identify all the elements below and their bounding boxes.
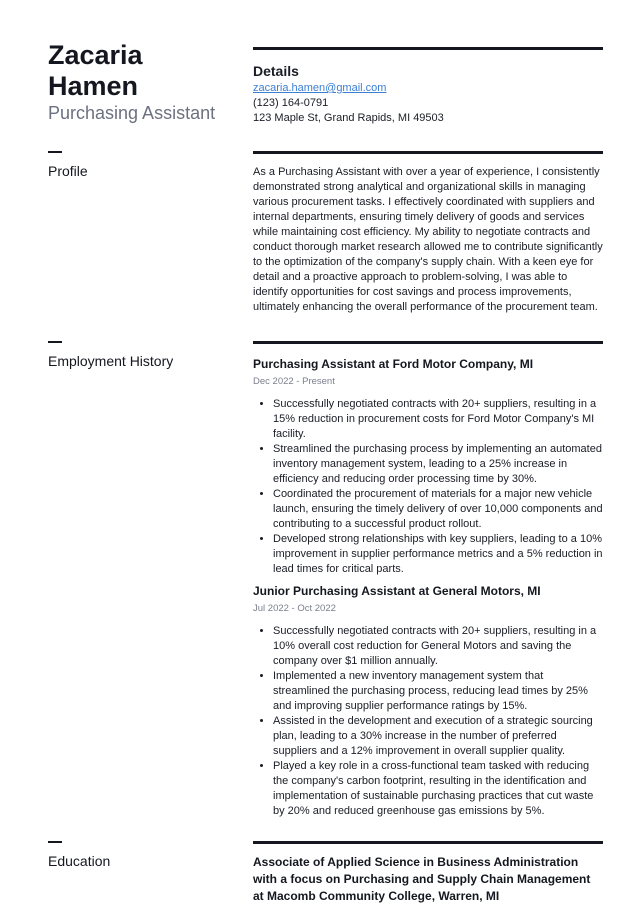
job-bullet: • Coordinated the procurement of materials for a major new vehicle launch, ensuring the timely delivery of over 10,000 components and contributing to a successful product rollout. bbox=[273, 487, 603, 532]
candidate-job-title: Purchasing Assistant bbox=[48, 103, 216, 123]
job-bullet: • Streamlined the purchasing process by implementing an automated inventory management system, leading to a 25% increase in efficiency and reducing order processing time by 30%. bbox=[273, 442, 603, 487]
job-title: Junior Purchasing Assistant at General Motors, MI bbox=[253, 584, 541, 598]
details-divider bbox=[253, 47, 603, 50]
profile-heading: Profile bbox=[48, 163, 88, 179]
phone-number: (123) 164-0791 bbox=[253, 97, 329, 109]
details-section bbox=[253, 62, 603, 126]
job-title: Purchasing Assistant at Ford Motor Company, MI bbox=[253, 357, 534, 371]
job-bullet: • Played a key role in a cross-functional team tasked with reducing the company's carbon footprint, resulting in the identification and implementation of sustainable purchasing practices that cut waste by 20% and reduced greenhouse gas emissions by 5%. bbox=[273, 759, 603, 819]
first-name: Zacaria bbox=[48, 40, 143, 70]
employment-divider bbox=[253, 341, 603, 344]
candidate-name bbox=[48, 40, 228, 102]
job-dates: Dec 2022 - Present bbox=[253, 376, 335, 387]
education-degree: Associate of Applied Science in Business Administration with a focus on Purchasing and Supply Chain Management at Macomb Community College, Warren, MI bbox=[253, 855, 591, 903]
education-heading: Education bbox=[48, 853, 111, 869]
details-heading: Details bbox=[253, 63, 299, 79]
employment-heading: Employment History bbox=[48, 353, 174, 369]
job-dates: Jul 2022 - Oct 2022 bbox=[253, 603, 336, 614]
job-bullet: • Assisted in the development and execution of a strategic sourcing plan, leading to a 30% increase in the number of preferred suppliers and a 12% improvement in overall supplier quality. bbox=[273, 714, 603, 759]
profile-summary: As a Purchasing Assistant with over a year of experience, I consistently demonstrated strong analytical and organizational skills in managing various procurement tasks. I effectively coordinated with suppliers and internal departments, ensuring timely delivery of goods and services while maintaining cost efficiency. My ability to negotiate contracts and conduct thorough market research allowed me to contribute significantly to the optimization of the company's supply chain. With a keen eye for detail and a proactive approach to problem-solving, I was able to identify opportunities for cost savings and process improvements, ultimately enhancing the overall performance of the procurement team. bbox=[253, 166, 603, 313]
job-bullets bbox=[253, 397, 603, 577]
job-bullet: • Implemented a new inventory management system that streamlined the purchasing process, reducing lead times by 25% and improving supplier performance ratings by 15%. bbox=[273, 669, 603, 714]
email-link[interactable]: zacaria.hamen@gmail.com bbox=[253, 82, 387, 94]
last-name: Hamen bbox=[48, 71, 139, 101]
job-entry bbox=[253, 356, 603, 577]
education-divider bbox=[253, 841, 603, 844]
employment-dash bbox=[48, 341, 62, 343]
job-entry bbox=[253, 583, 603, 819]
profile-dash bbox=[48, 151, 62, 153]
education-dash bbox=[48, 841, 62, 843]
profile-divider bbox=[253, 151, 603, 154]
address: 123 Maple St, Grand Rapids, MI 49503 bbox=[253, 112, 444, 124]
job-bullets bbox=[253, 624, 603, 819]
job-bullet: • Developed strong relationships with key suppliers, leading to a 10% improvement in supplier performance metrics and a 5% reduction in lead times for critical parts. bbox=[273, 532, 603, 577]
job-bullet: • Successfully negotiated contracts with 20+ suppliers, resulting in a 15% reduction in procurement costs for Ford Motor Company's MI facility. bbox=[273, 397, 603, 442]
job-bullet: • Successfully negotiated contracts with 20+ suppliers, resulting in a 10% overall cost reduction for General Motors and saving the company over $1 million annually. bbox=[273, 624, 603, 669]
